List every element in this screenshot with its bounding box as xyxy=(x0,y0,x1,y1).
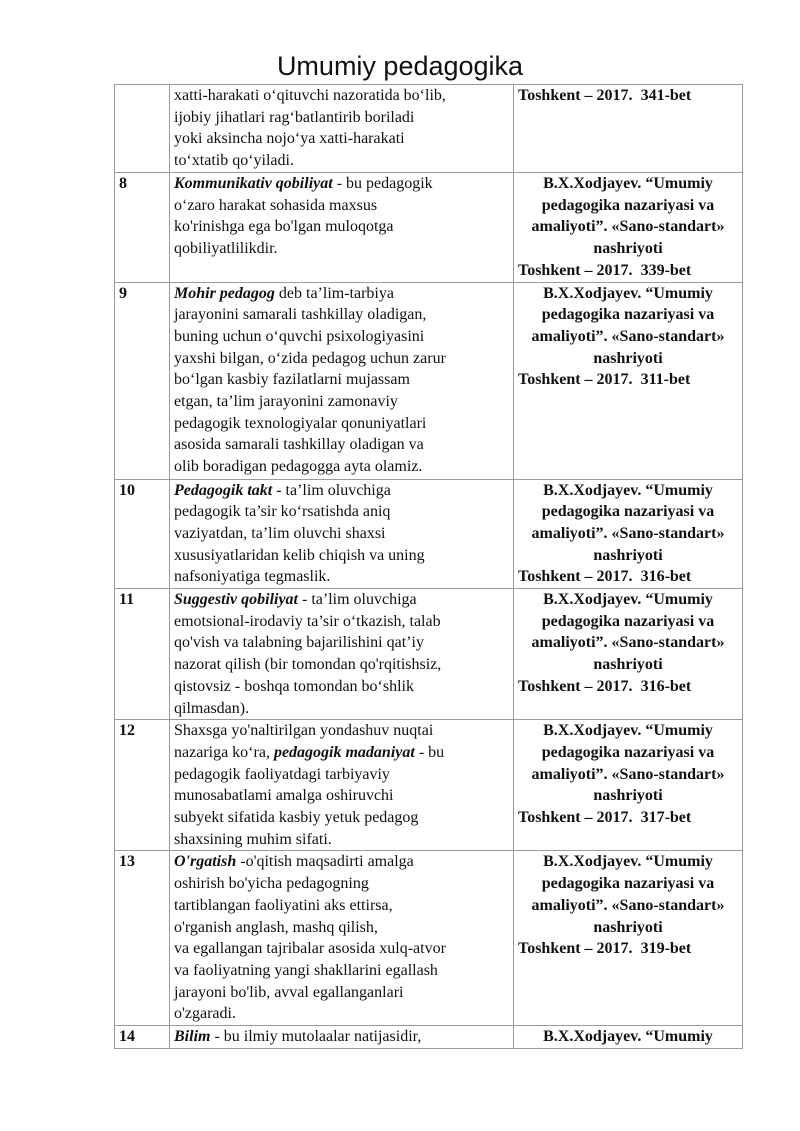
definition-line: to‘xtatib qo‘yiladi. xyxy=(174,152,294,170)
definition-line: o'rganish anglash, mashq qilish, xyxy=(174,918,378,936)
source-city-year: Toshkent – 2017. xyxy=(518,568,633,586)
table-row xyxy=(115,479,743,589)
definition-line: subyekt sifatida kasbiy yetuk pedagog xyxy=(174,809,419,827)
definition-line: yoki aksincha nojo‘ya xatti-harakati xyxy=(174,130,405,148)
definition-line: jarayoni bo'lib, avval egallanganlari xyxy=(174,983,404,1001)
term: O'rgatish xyxy=(174,853,237,871)
term: pedagogik madaniyat xyxy=(273,743,415,761)
source-city-year: Toshkent – 2017. xyxy=(518,809,633,827)
definition-cell xyxy=(170,589,514,720)
definition-line: o'zgaradi. xyxy=(174,1005,236,1023)
definition-line: emotsional-irodaviy ta’sir o‘tkazish, talab xyxy=(174,612,441,630)
source-publisher: nashriyoti xyxy=(593,918,663,936)
source-cell xyxy=(514,282,743,479)
definition-line: vaziyatdan, ta’lim oluvchi shaxsi xyxy=(174,524,386,542)
row-number: 14 xyxy=(115,1026,170,1049)
definition-line: pedagogik texnologiyalar qonuniyatlari xyxy=(174,414,427,432)
source-page: 317-bet xyxy=(640,809,692,827)
source-book: amaliyoti”. «Sano-standart» xyxy=(531,218,725,236)
source-publisher: nashriyoti xyxy=(593,787,663,805)
table-row xyxy=(115,851,743,1026)
definition-line: shaxsining muhim sifati. xyxy=(174,830,332,848)
source-cell xyxy=(514,589,743,720)
source-page: 316-bet xyxy=(640,568,692,586)
source-cell xyxy=(514,479,743,589)
source-author: B.X.Xodjayev. “Umumiy xyxy=(543,853,713,871)
definition-line: o‘zaro harakat sohasida maxsus xyxy=(174,196,378,214)
definition-line: yaxshi bilgan, o‘zida pedagog uchun zarur xyxy=(174,349,446,367)
source-author: B.X.Xodjayev. “Umumiy xyxy=(543,284,713,302)
definition-line: - bu ilmiy mutolaalar natijasidir, xyxy=(210,1028,422,1046)
source-book: pedagogika nazariyasi va xyxy=(541,743,715,761)
row-number: 11 xyxy=(115,589,170,720)
term: Mohir pedagog xyxy=(174,284,275,302)
source-book: pedagogika nazariyasi va xyxy=(541,503,715,521)
definition-line: tartiblangan faoliyatini aks ettirsa, xyxy=(174,896,393,914)
definition-line: asosida samarali tashkillay oladigan va xyxy=(174,436,424,454)
definition-line: xatti-harakati o‘qituvchi nazoratida bo‘lib, xyxy=(174,87,446,104)
definition-line: qo'vish va talabning bajarilishini qat’iy xyxy=(174,634,424,652)
source-book: pedagogika nazariyasi va xyxy=(541,196,715,214)
definition-line: munosabatlami amalga oshiruvchi xyxy=(174,787,394,805)
definition-cell xyxy=(170,282,514,479)
source-city-year: Toshkent – 2017. xyxy=(518,940,633,958)
source-publisher: nashriyoti xyxy=(593,349,663,367)
definition-line: ko'rinishga ega bo'lgan muloqotga xyxy=(174,218,394,236)
definition-line: pedagogik faoliyatdagi tarbiyaviy xyxy=(174,765,390,783)
source-page: 316-bet xyxy=(640,677,692,695)
definition-line: -o'qitish maqsadirti amalga xyxy=(236,853,414,871)
source-page: 311-bet xyxy=(640,371,691,389)
source-page: 339-bet xyxy=(640,261,692,279)
definition-cell xyxy=(170,479,514,589)
definition-line: deb ta’lim-tarbiya xyxy=(274,284,394,302)
source-author: B.X.Xodjayev. “Umumiy xyxy=(543,722,713,740)
definition-line: xususiyatlaridan kelib chiqish va uning xyxy=(174,546,425,564)
source-publisher: nashriyoti xyxy=(593,546,663,564)
source-cell xyxy=(514,173,743,283)
definition-line: - ta’lim oluvchiga xyxy=(298,591,417,609)
definition-line: qobiliyatlilikdir. xyxy=(174,240,278,258)
table-row xyxy=(115,1026,743,1049)
page-title: Umumiy pedagogika xyxy=(276,51,524,81)
definition-line: nazorat qilish (bir tomondan qo'rqitishsiz, xyxy=(174,656,442,674)
definition-cell xyxy=(170,851,514,1026)
definition-line: nafsoniyatiga tegmaslik. xyxy=(174,568,331,586)
source-author: B.X.Xodjayev. “Umumiy xyxy=(543,175,713,192)
source-book: pedagogika nazariyasi va xyxy=(541,612,715,630)
source-cell xyxy=(514,85,743,173)
definition-line: - ta’lim oluvchiga xyxy=(272,481,391,499)
source-cell xyxy=(514,1026,743,1049)
definition-line: pedagogik ta’sir ko‘rsatishda aniq xyxy=(174,503,391,521)
table-row xyxy=(115,282,743,479)
definition-cell xyxy=(170,720,514,851)
glossary-table xyxy=(114,84,743,1049)
row-number: 13 xyxy=(115,851,170,1026)
row-number xyxy=(115,85,170,173)
definition-line: buning uchun o‘quvchi psixologiyasini xyxy=(174,327,425,345)
definition-line: Shaxsga yo'naltirilgan yondashuv nuqtai xyxy=(174,722,434,740)
source-publisher: nashriyoti xyxy=(593,240,663,258)
definition-line: bo‘lgan kasbiy fazilatlarni mujassam xyxy=(174,371,410,389)
source-publisher: nashriyoti xyxy=(593,656,663,674)
row-number: 9 xyxy=(115,282,170,479)
source-page: 341-bet xyxy=(640,87,692,104)
definition-cell xyxy=(170,173,514,283)
definition-line: va egallangan tajribalar asosida xulq-atvor xyxy=(174,940,446,958)
table-row xyxy=(115,589,743,720)
source-book: amaliyoti”. «Sano-standart» xyxy=(531,896,725,914)
source-author: B.X.Xodjayev. “Umumiy xyxy=(543,481,713,499)
source-city-year: Toshkent – 2017. xyxy=(518,371,633,389)
source-book: amaliyoti”. «Sano-standart» xyxy=(531,765,725,783)
source-city-year: Toshkent – 2017. xyxy=(518,261,633,279)
source-cell xyxy=(514,720,743,851)
source-book: amaliyoti”. «Sano-standart» xyxy=(531,524,725,542)
source-page: 319-bet xyxy=(640,940,692,958)
term: Kommunikativ qobiliyat xyxy=(174,175,333,192)
definition-line: nazariga ko‘ra, xyxy=(174,743,274,761)
definition-line: - bu xyxy=(414,743,445,761)
definition-cell xyxy=(170,85,514,173)
term: Suggestiv qobiliyat xyxy=(174,591,298,609)
table-row xyxy=(115,173,743,283)
source-cell xyxy=(514,851,743,1026)
definition-line: va faoliyatning yangi shakllarini egallash xyxy=(174,961,438,979)
definition-line: jarayonini samarali tashkillay oladigan, xyxy=(174,306,427,324)
row-number: 8 xyxy=(115,173,170,283)
source-book: amaliyoti”. «Sano-standart» xyxy=(531,634,725,652)
source-author: B.X.Xodjayev. “Umumiy xyxy=(543,591,713,609)
row-number: 12 xyxy=(115,720,170,851)
definition-line: qistovsiz - boshqa tomondan bo‘shlik xyxy=(174,677,414,695)
definition-line: oshirish bo'yicha pedagogning xyxy=(174,875,369,893)
source-city-year: Toshkent – 2017. xyxy=(518,87,633,104)
table-row xyxy=(115,85,743,173)
definition-cell xyxy=(170,1026,514,1049)
definition-line: etgan, ta’lim jarayonini zamonaviy xyxy=(174,393,398,411)
source-book: amaliyoti”. «Sano-standart» xyxy=(531,327,725,345)
definition-line: qilmasdan). xyxy=(174,699,250,717)
definition-line: ijobiy jihatlari rag‘batlantirib boriladi xyxy=(174,108,415,126)
row-number: 10 xyxy=(115,479,170,589)
table-row xyxy=(115,720,743,851)
source-author: B.X.Xodjayev. “Umumiy xyxy=(543,1028,713,1046)
term: Bilim xyxy=(174,1028,211,1046)
source-book: pedagogika nazariyasi va xyxy=(541,306,715,324)
term: Pedagogik takt xyxy=(174,481,273,499)
definition-line: - bu pedagogik xyxy=(332,175,433,192)
source-city-year: Toshkent – 2017. xyxy=(518,677,633,695)
source-book: pedagogika nazariyasi va xyxy=(541,875,715,893)
definition-line: olib boradigan pedagogga ayta olamiz. xyxy=(174,458,423,476)
